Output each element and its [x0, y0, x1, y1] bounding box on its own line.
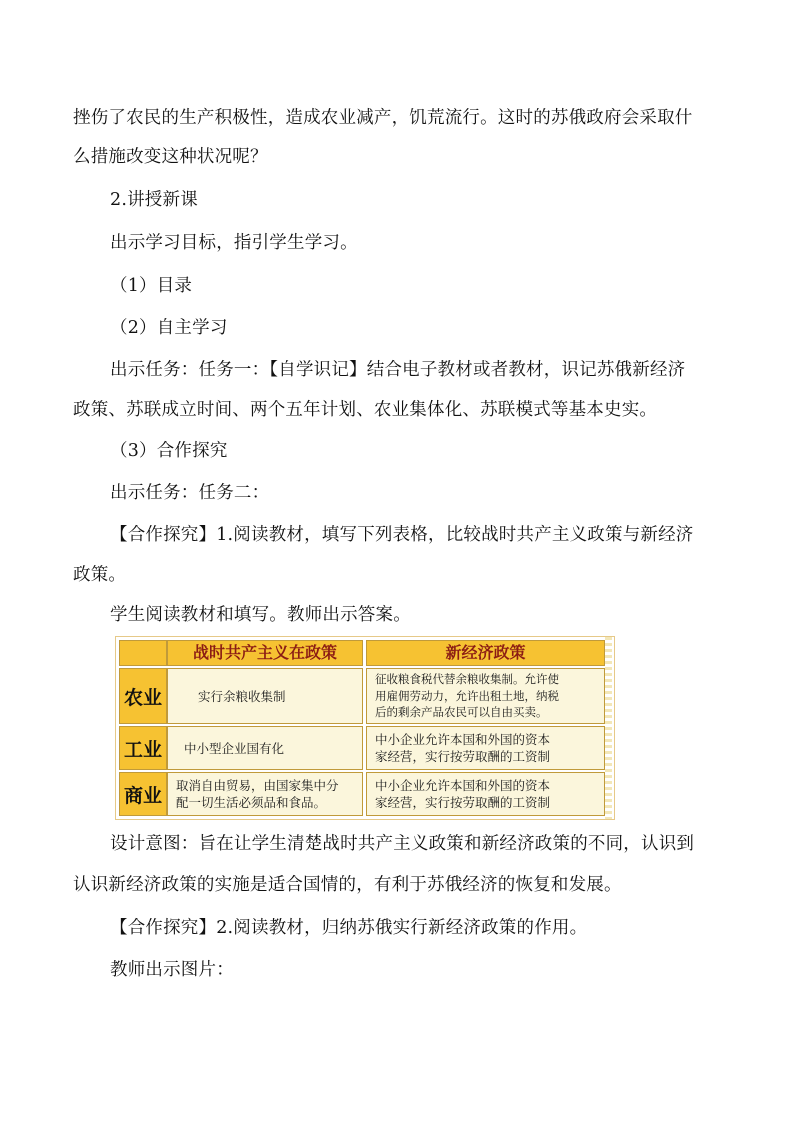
inquiry-one-line1: 【合作探究】1.阅读教材，填写下列表格，比较战时共产主义政策与新经济 [110, 525, 694, 545]
header-war-communism: 战时共产主义在政策 [167, 640, 363, 666]
design-intent-line1: 设计意图：旨在让学生清楚战时共产主义政策和新经济政策的不同，认识到 [110, 834, 695, 854]
cell-industry-war-text: 中小型企业国有化 [184, 740, 285, 756]
inquiry-one-line2: 政策。 [73, 565, 127, 585]
row-label-industry: 工业 [119, 726, 167, 770]
cell-agriculture-nep: 征收粮食税代替余粮收集制。允许使 用雇佣劳动力，允许出租土地，纳税 后的剩余产品农民可以自由买卖。 [366, 668, 605, 724]
table-corner [119, 640, 167, 666]
cell-commerce-war-text: 取消自由贸易，由国家集中分 配一切生活必须品和食品。 [176, 778, 339, 810]
item-cooperative-inquiry: （3）合作探究 [110, 441, 228, 461]
cell-agriculture-war [167, 668, 363, 724]
cell-commerce-nep [366, 772, 605, 816]
cell-agriculture-war-text: 实行余粮收集制 [198, 688, 286, 704]
policy-comparison-table [115, 636, 615, 820]
item-contents: （1）目录 [110, 276, 193, 296]
paragraph-learning-goals: 出示学习目标，指引学生学习。 [110, 233, 358, 253]
cell-commerce-war [167, 772, 363, 816]
table-edge-strip [605, 637, 612, 819]
paragraph-intro-line2: 么措施改变这种状况呢？ [73, 147, 268, 167]
paragraph-intro-line1: 挫伤了农民的生产积极性，造成农业减产，饥荒流行。这时的苏俄政府会采取什 [73, 108, 693, 128]
paragraph-student-reading: 学生阅读教材和填写。教师出示答案。 [110, 605, 411, 625]
cell-industry-nep-text: 中小企业允许本国和外国的资本 家经营，实行按劳取酬的工资制 [375, 732, 551, 764]
item-self-study: （2）自主学习 [110, 318, 228, 338]
cell-commerce-nep-text: 中小企业允许本国和外国的资本 家经营，实行按劳取酬的工资制 [375, 778, 551, 810]
row-label-commerce: 商业 [119, 772, 167, 816]
task-two-heading: 出示任务：任务二： [110, 483, 270, 503]
design-intent-line2: 认识新经济政策的实施是适合国情的，有利于苏俄经济的恢复和发展。 [73, 875, 622, 895]
header-new-economic-policy: 新经济政策 [366, 640, 605, 666]
cell-industry-war [167, 726, 363, 770]
section-heading-new-lesson: 2.讲授新课 [110, 190, 198, 210]
task-one-line1: 出示任务：任务一：【自学识记】结合电子教材或者教材，识记苏俄新经济 [110, 360, 686, 380]
row-label-agriculture: 农业 [119, 668, 167, 724]
cell-industry-nep [366, 726, 605, 770]
task-one-line2: 政策、苏联成立时间、两个五年计划、农业集体化、苏联模式等基本史实。 [73, 400, 658, 420]
inquiry-two: 【合作探究】2.阅读教材，归纳苏俄实行新经济政策的作用。 [110, 918, 588, 938]
paragraph-teacher-shows-picture: 教师出示图片： [110, 960, 234, 980]
